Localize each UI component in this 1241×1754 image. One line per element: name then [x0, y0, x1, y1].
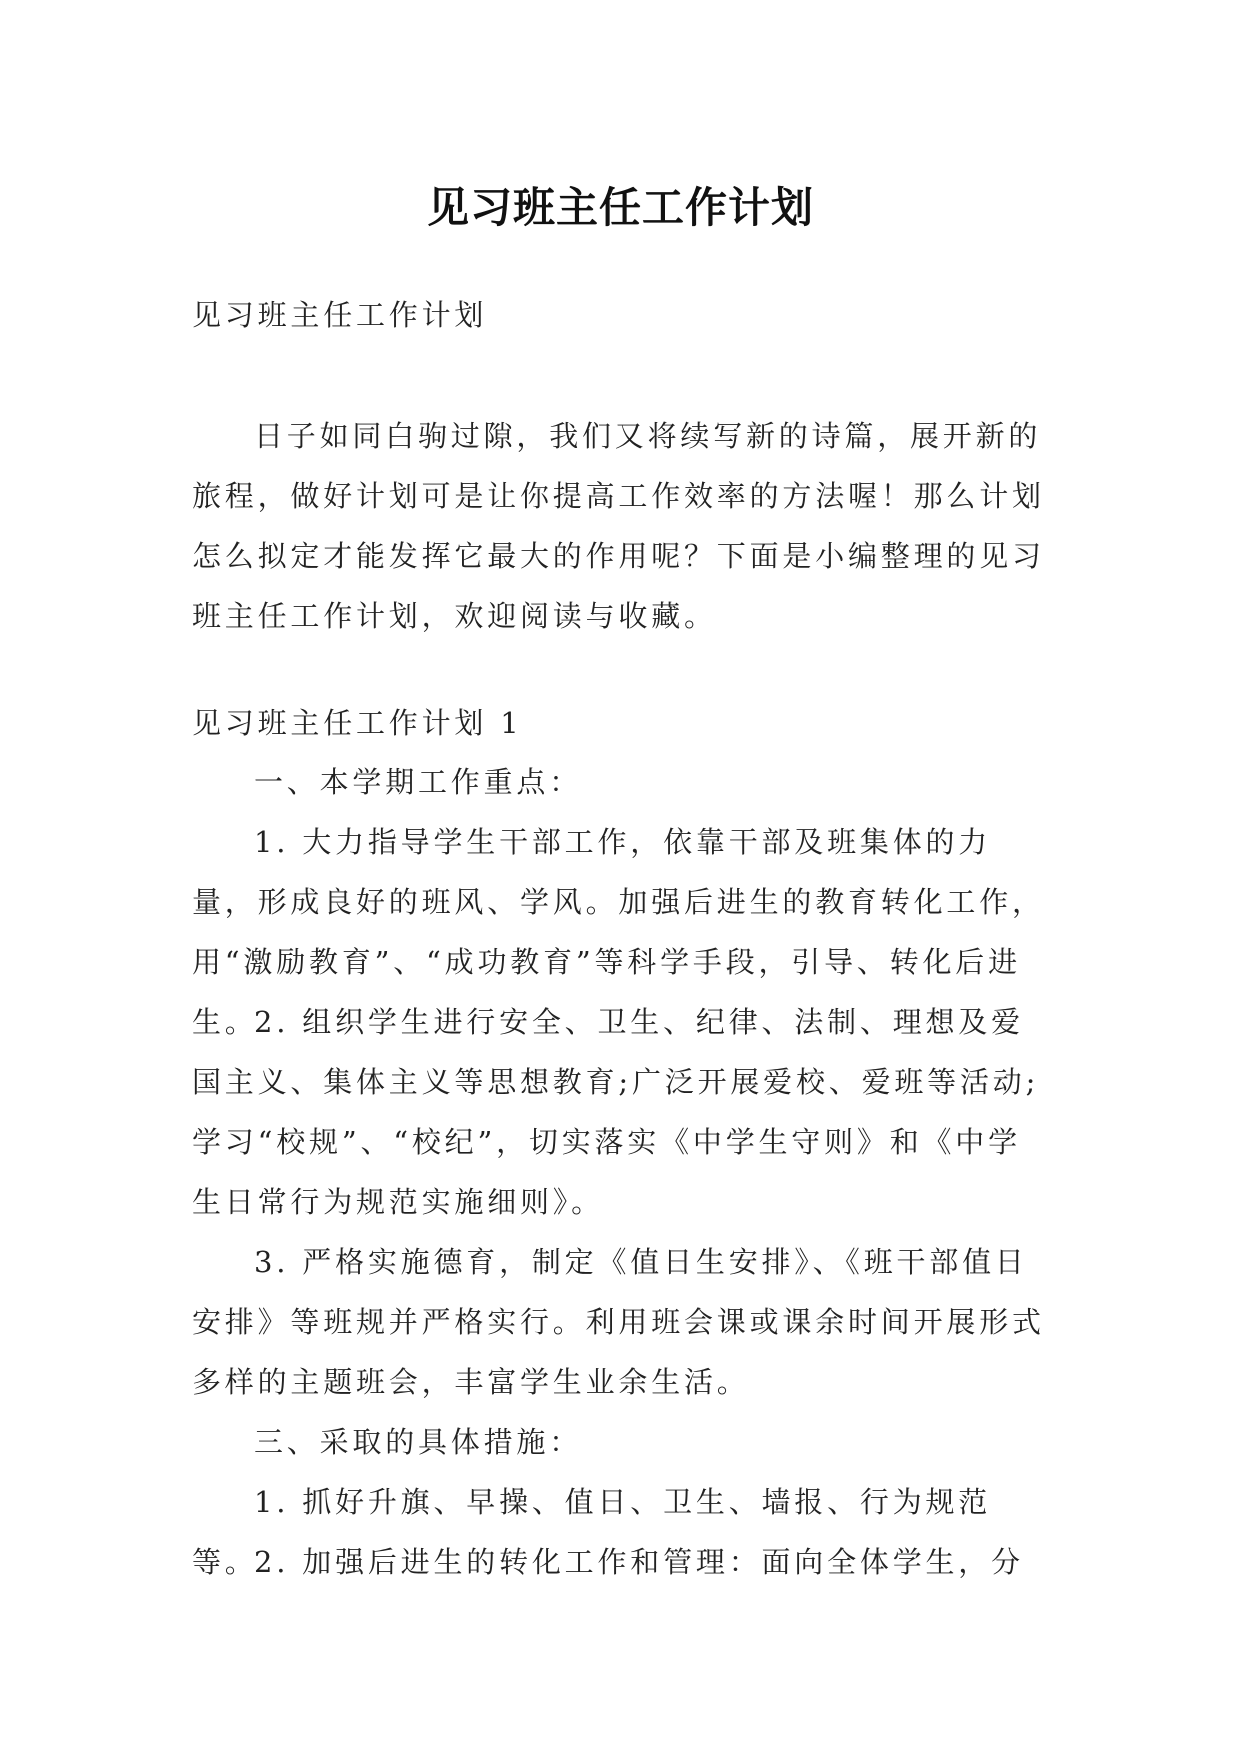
measures-item-2: 2. 加强后进生的转化工作和管理：面向全体学生，分 [254, 1545, 1024, 1579]
measures-item-1: 1. 抓好升旗、早操、值日、卫生、墙报、行为规范等。 [192, 1485, 992, 1579]
focus-heading: 一、本学期工作重点： [254, 765, 583, 799]
document-subtitle: 见习班主任工作计划 [192, 298, 488, 332]
focus-item-2: 2. 组织学生进行安全、卫生、纪律、法制、理想及爱国主义、集体主义等思想教育;广泛开展爱校、爱班等活动;学习“校规”、“校纪”，切实落实《中学生守则》和《中学生日常行为规范实施细则》。 [192, 1005, 1040, 1219]
focus-item-1: 1. 大力指导学生干部工作，依靠干部及班集体的力量，形成良好的班风、学风。加强后进生的教育转化工作，用“激励教育”、“成功教育”等科学手段，引导、转化后进生。 [192, 825, 1045, 1039]
section-title: 见习班主任工作计划 1 [192, 706, 523, 740]
focus-item-3: 3. 严格实施德育，制定《值日生安排》、《班干部值日安排》等班规并严格实行。利用班会课或课余时间开展形式多样的主题班会，丰富学生业余生活。 [192, 1245, 1045, 1399]
measures-heading: 三、采取的具体措施： [254, 1425, 583, 1459]
intro-paragraph: 日子如同白驹过隙，我们又将续写新的诗篇，展开新的旅程，做好计划可是让你提高工作效率的方法喔！那么计划怎么拟定才能发挥它最大的作用呢？下面是小编整理的见习班主任工作计划，欢迎阅读与收藏。 [192, 419, 1045, 633]
document-title: 见习班主任工作计划 [426, 183, 814, 233]
